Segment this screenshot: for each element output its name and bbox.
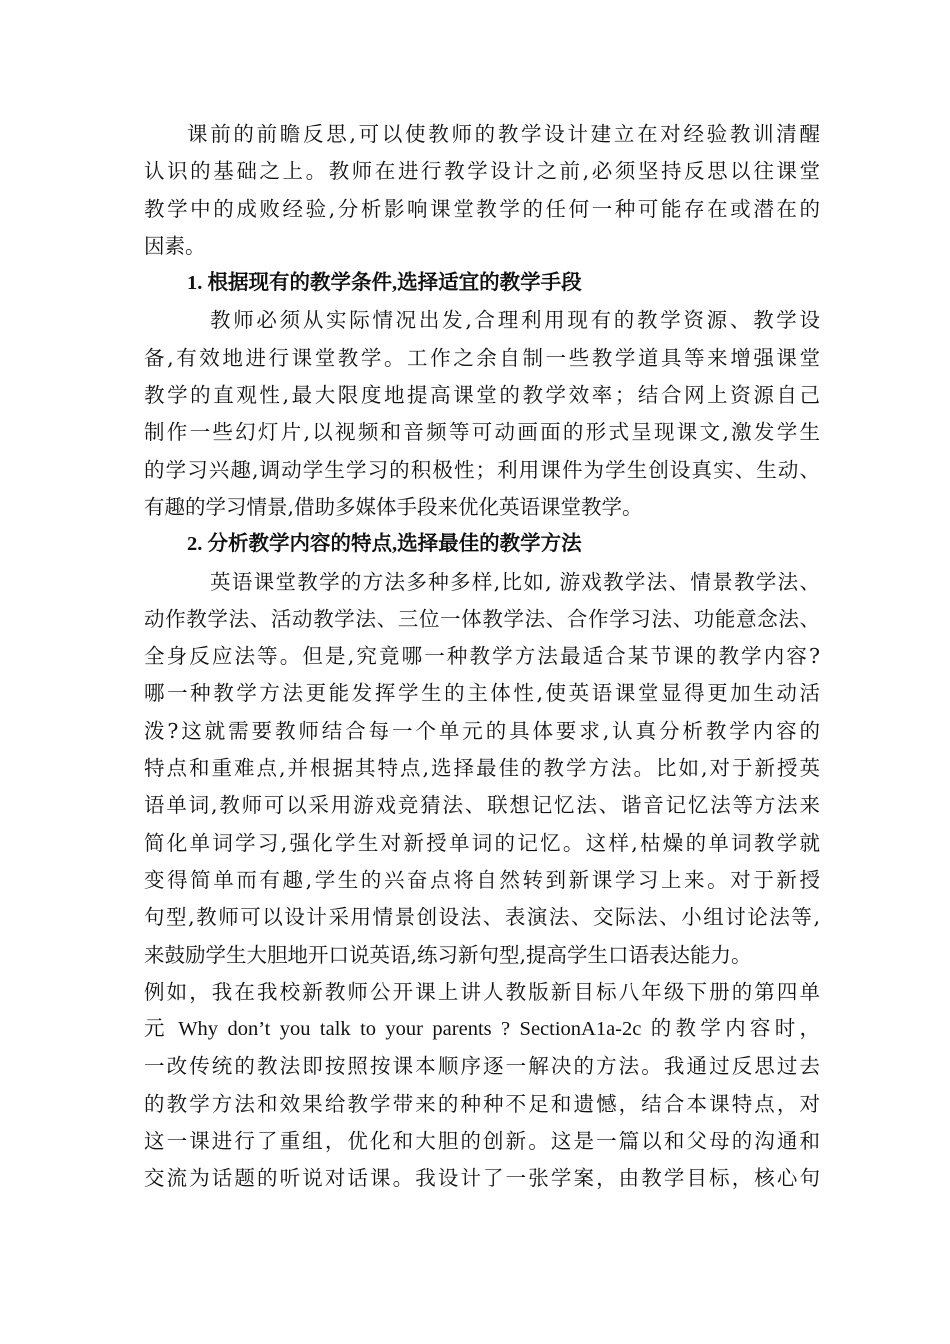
section-heading: 1. 根据现有的教学条件,选择适宜的教学手段 [187, 272, 582, 295]
paragraph-line: 句型,教师可以设计采用情景创设法、表演法、交际法、小组讨论法等, [144, 905, 820, 930]
paragraph-line: 教师必须从实际情况出发,合理利用现有的教学资源、教学设 [210, 308, 820, 333]
paragraph-line: 课前的前瞻反思,可以使教师的教学设计建立在对经验教训清醒 [187, 122, 820, 146]
paragraph-line: 元 Why don’t you talk to your parents ? SectionA1a-2c 的教学内容时， [144, 1018, 820, 1041]
document-body [144, 116, 820, 1198]
paragraph-line: 教学的直观性,最大限度地提高课堂的教学效率；结合网上资源自己 [144, 383, 820, 408]
paragraph-line: 英语课堂教学的方法多种多样,比如, 游戏教学法、情景教学法、 [210, 569, 820, 594]
paragraph-line: 简化单词学习,强化学生对新授单词的记忆。这样,枯燥的单词教学就 [144, 830, 820, 855]
paragraph-line: 动作教学法、活动教学法、三位一体教学法、合作学习法、功能意念法、 [144, 606, 820, 631]
paragraph-line: 认识的基础之上。教师在进行教学设计之前,必须坚持反思以往课堂 [144, 159, 820, 184]
paragraph-line: 因素。 [144, 233, 206, 258]
section-heading: 2. 分析教学内容的特点,选择最佳的教学方法 [187, 533, 582, 556]
paragraph-line: 来鼓励学生大胆地开口说英语,练习新句型,提高学生口语表达能力。 [144, 942, 752, 967]
paragraph-line: 哪一种教学方法更能发挥学生的主体性,使英语课堂显得更加生动活 [144, 681, 820, 706]
paragraph-line: 例如，我在我校新教师公开课上讲人教版新目标八年级下册的第四单 [144, 979, 820, 1004]
paragraph-line: 这一课进行了重组，优化和大胆的创新。这是一篇以和父母的沟通和 [144, 1129, 820, 1154]
paragraph-line: 制作一些幻灯片,以视频和音频等可动画面的形式呈现课文,激发学生 [144, 420, 820, 445]
paragraph-line: 教学中的成败经验,分析影响课堂教学的任何一种可能存在或潜在的 [144, 196, 820, 221]
paragraph-line: 泼?这就需要教师结合每一个单元的具体要求,认真分析教学内容的 [144, 718, 820, 743]
paragraph-line: 变得简单而有趣,学生的兴奋点将自然转到新课学习上来。对于新授 [144, 867, 820, 892]
paragraph-line: 有趣的学习情景,借助多媒体手段来优化英语课堂教学。 [144, 494, 643, 519]
paragraph-line: 特点和重难点,并根据其特点,选择最佳的教学方法。比如,对于新授英 [144, 756, 820, 781]
paragraph-line: 一改传统的教法即按照按课本顺序逐一解决的方法。我通过反思过去 [144, 1054, 820, 1079]
paragraph-line: 的教学方法和效果给教学带来的种种不足和遗憾，结合本课特点，对 [144, 1091, 820, 1116]
paragraph-line: 备,有效地进行课堂教学。工作之余自制一些教学道具等来增强课堂 [144, 345, 820, 370]
paragraph-line: 交流为话题的听说对话课。我设计了一张学案，由教学目标，核心句 [144, 1166, 820, 1191]
paragraph-line: 语单词,教师可以采用游戏竞猜法、联想记忆法、谐音记忆法等方法来 [144, 793, 820, 818]
paragraph-line: 全身反应法等。但是,究竟哪一种教学方法最适合某节课的教学内容? [144, 644, 820, 669]
paragraph-line: 的学习兴趣,调动学生学习的积极性；利用课件为学生创设真实、生动、 [144, 457, 820, 482]
